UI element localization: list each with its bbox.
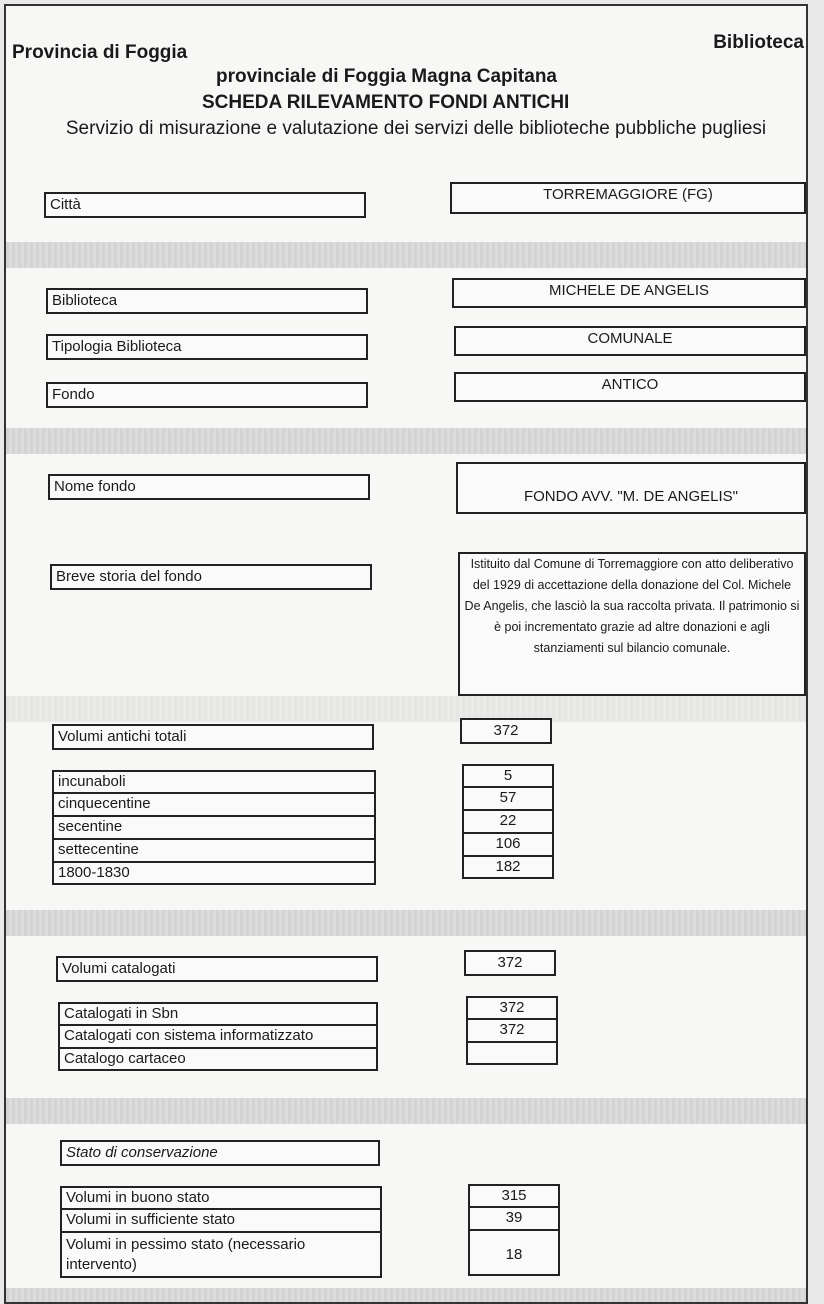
conservazione-value: 18 — [468, 1230, 560, 1276]
survey-form — [4, 4, 808, 1304]
nome-fondo-label: Nome fondo — [48, 474, 370, 500]
province-title: Provincia di Foggia — [12, 42, 188, 63]
volumi-totali-value: 372 — [460, 718, 552, 744]
volumi-totali-label: Volumi antichi totali — [52, 724, 374, 750]
separator-band — [6, 696, 806, 722]
periodo-label: settecentine — [52, 839, 376, 862]
conservazione-value: 39 — [468, 1207, 560, 1230]
biblioteca-value: MICHELE DE ANGELIS — [452, 278, 806, 308]
catalogati-label: Volumi catalogati — [56, 956, 378, 982]
separator-band — [6, 1098, 806, 1124]
tipologia-label: Tipologia Biblioteca — [46, 334, 368, 360]
tipologia-value: COMUNALE — [454, 326, 806, 356]
separator-band — [6, 1288, 806, 1302]
catalogo-label: Catalogo cartaceo — [58, 1048, 378, 1071]
citta-label: Città — [44, 192, 366, 218]
conservazione-values — [468, 1184, 560, 1276]
stato-label: Stato di conservazione — [60, 1140, 380, 1166]
biblioteca-label: Biblioteca — [46, 288, 368, 314]
fondo-value: ANTICO — [454, 372, 806, 402]
periodi-labels — [52, 770, 376, 885]
periodo-label: incunaboli — [52, 770, 376, 793]
form-subtitle: Servizio di misurazione e valutazione dei servizi delle biblioteche pubbliche pugliesi — [65, 118, 767, 139]
catalogo-value — [466, 1042, 558, 1065]
catalogo-label: Catalogati con sistema informatizzato — [58, 1025, 378, 1048]
cataloghi-labels — [58, 1002, 378, 1071]
periodo-value: 5 — [462, 764, 554, 787]
separator-band — [6, 428, 806, 454]
periodo-value: 106 — [462, 833, 554, 856]
catalogo-value: 372 — [466, 996, 558, 1019]
form-title: SCHEDA RILEVAMENTO FONDI ANTICHI — [202, 92, 570, 113]
storia-label: Breve storia del fondo — [50, 564, 372, 590]
catalogati-value: 372 — [464, 950, 556, 976]
catalogo-value: 372 — [466, 1019, 558, 1042]
citta-value: TORREMAGGIORE (FG) — [450, 182, 806, 214]
cataloghi-values — [466, 996, 558, 1065]
nome-fondo-value: FONDO AVV. "M. DE ANGELIS" — [456, 462, 806, 514]
fondo-label: Fondo — [46, 382, 368, 408]
conservazione-label: Volumi in sufficiente stato — [60, 1209, 382, 1232]
conservazione-labels — [60, 1186, 382, 1278]
periodo-label: cinquecentine — [52, 793, 376, 816]
conservazione-label: Volumi in pessimo stato (necessario intervento) — [60, 1232, 382, 1278]
periodi-values — [462, 764, 554, 879]
conservazione-label: Volumi in buono stato — [60, 1186, 382, 1209]
separator-band — [6, 910, 806, 936]
separator-band — [6, 242, 806, 268]
storia-value: Istituito dal Comune di Torremaggiore con atto deliberativo del 1929 di accettazione della donazione del Col. Michele De Angelis, che lasciò la sua raccolta privata. Il patrimonio si è poi incrementato grazie ad altre donazioni e agli stanziamenti sul bilancio comunale. — [458, 552, 806, 696]
periodo-value: 57 — [462, 787, 554, 810]
library-title: provinciale di Foggia Magna Capitana — [216, 66, 557, 87]
catalogo-label: Catalogati in Sbn — [58, 1002, 378, 1025]
conservazione-value: 315 — [468, 1184, 560, 1207]
periodo-label: secentine — [52, 816, 376, 839]
periodo-label: 1800-1830 — [52, 862, 376, 885]
periodo-value: 22 — [462, 810, 554, 833]
library-title-start: Biblioteca — [713, 32, 804, 53]
periodo-value: 182 — [462, 856, 554, 879]
